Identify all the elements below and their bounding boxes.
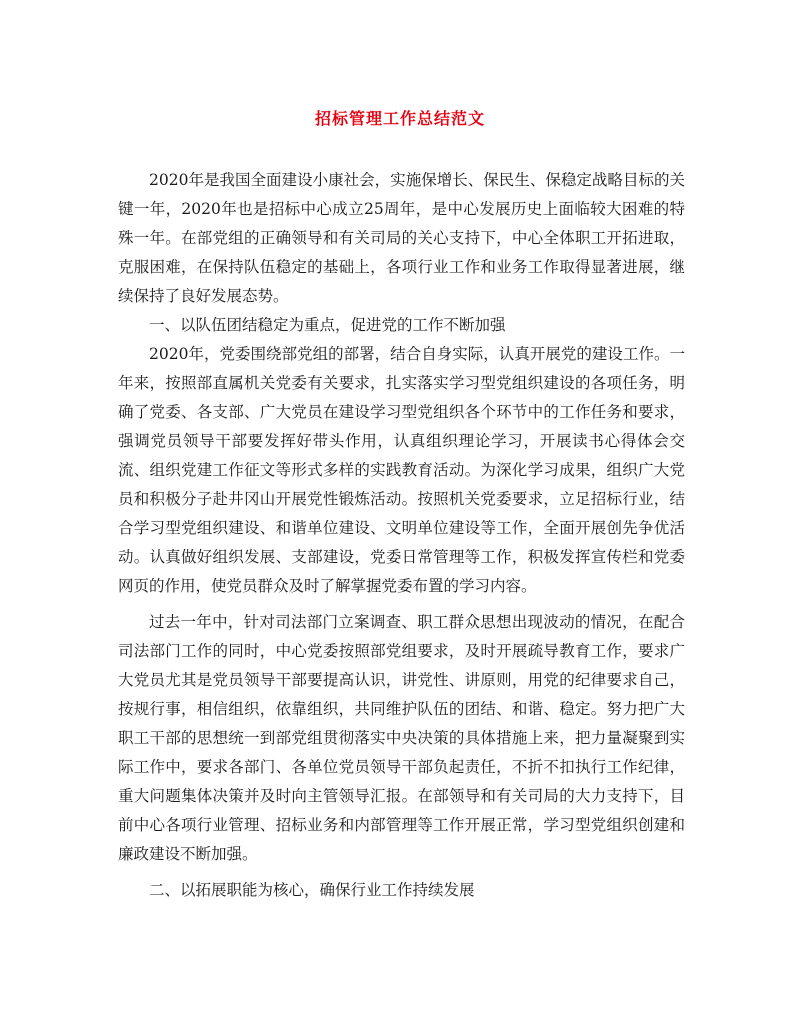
paragraph-party-building: 2020年，党委围绕部党组的部署，结合自身实际，认真开展党的建设工作。一年来，按照部直属机关党委有关要求，扎实落实学习型党组织建设的各项任务，明确了党委、各支部、广大党员在建设学习型党组织各个环节中的工作任务和要求，强调党员领导干部要发挥好带头作用，认真组织理论学习，开展读书心得体会交流、组织党建工作征文等形式多样的实践教育活动。为深化学习成果，组织广大党员和积极分子赴井冈山开展党性锻炼活动。按照机关党委要求，立足招标行业，结合学习型党组织建设、和谐单位建设、文明单位建设等工作，全面开展创先争优活动。认真做好组织发展、支部建设，党委日常管理等工作，积极发挥宣传栏和党委网页的作用，使党员群众及时了解掌握党委布置的学习内容。	[118, 345, 685, 595]
paragraph-intro: 2020年是我国全面建设小康社会，实施保增长、保民生、保稳定战略目标的关键一年，2020年也是招标中心成立25周年，是中心发展历史上面临较大困难的特殊一年。在部党组的正确领导和有关司局的关心支持下，中心全体职工开拓进取，克服困难，在保持队伍稳定的基础上，各项行业工作和业务工作取得显著进展，继续保持了良好发展态势。	[118, 171, 685, 305]
document-body	[118, 166, 685, 905]
document-title: 招标管理工作总结范文	[314, 109, 485, 128]
section-heading-1: 一、以队伍团结稳定为重点，促进党的工作不断加强	[149, 316, 506, 334]
paragraph-stability: 过去一年中，针对司法部门立案调查、职工群众思想出现波动的情况，在配合司法部门工作的同时，中心党委按照部党组要求，及时开展疏导教育工作，要求广大党员尤其是党员领导干部要提高认识，讲党性、讲原则，用党的纪律要求自己，按规行事，相信组织，依靠组织，共同维护队伍的团结、和谐、稳定。努力把广大职工干部的思想统一到部党组贯彻落实中央决策的具体措施上来，把力量凝聚到实际工作中，要求各部门、各单位党员领导干部负起责任，不折不扣执行工作纪律，重大问题集体决策并及时向主管领导汇报。在部领导和有关司局的大力支持下，目前中心各项行业管理、招标业务和内部管理等工作开展正常，学习型党组织创建和廉政建设不断加强。	[118, 613, 685, 863]
section-heading-2: 二、以拓展职能为核心，确保行业工作持续发展	[149, 881, 475, 899]
